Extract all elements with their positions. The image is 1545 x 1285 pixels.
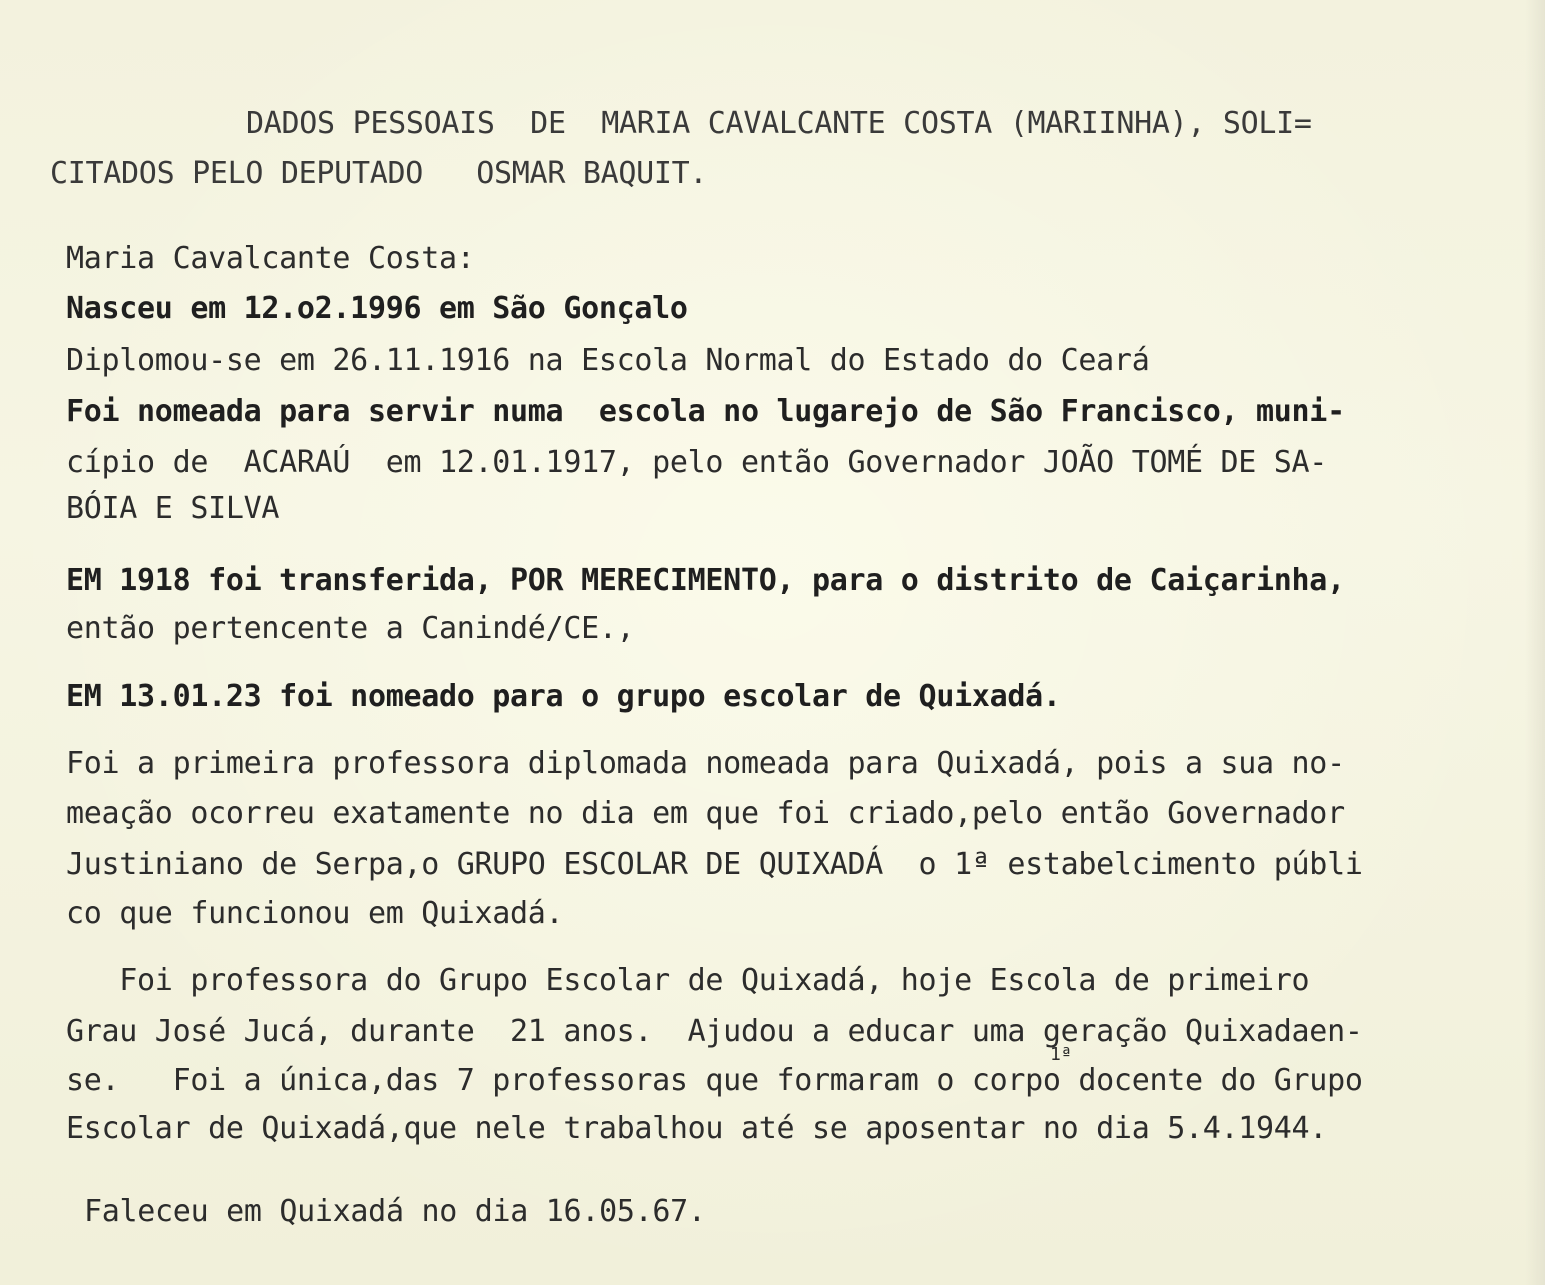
career-line-3: se. Foi a única,das 7 professoras que formaram o corpo docente do Grupo	[66, 1063, 1363, 1098]
first-teacher-line-3: Justiniano de Serpa,o GRUPO ESCOLAR DE QUIXADÁ o 1ª estabelcimento públi	[66, 847, 1363, 882]
death-line: Faleceu em Quixadá no dia 16.05.67.	[84, 1194, 706, 1229]
heading-line-1: DADOS PESSOAIS DE MARIA CAVALCANTE COSTA (MARIINHA), SOLI=	[246, 106, 1312, 141]
first-teacher-line-4: co que funcionou em Quixadá.	[66, 896, 564, 931]
transfer-line-2: então pertencente a Canindé/CE.,	[66, 611, 635, 646]
transfer-line-1: EM 1918 foi transferida, POR MERECIMENTO, para o distrito de Caiçarinha,	[66, 563, 1345, 598]
birth-line: Nasceu em 12.o2.1996 em São Gonçalo	[66, 291, 688, 326]
appointment-line-3: BÓIA E SILVA	[66, 491, 280, 526]
first-teacher-line-2: meação ocorreu exatamente no dia em que foi criado,pelo então Governador	[66, 796, 1345, 831]
group-appointment-line: EM 13.01.23 foi nomeado para o grupo escolar de Quixadá.	[66, 679, 1061, 714]
career-line-1: Foi professora do Grupo Escolar de Quixadá, hoje Escola de primeiro	[66, 963, 1310, 998]
superscript-note: 1ª	[1050, 1044, 1072, 1065]
heading-line-2: CITADOS PELO DEPUTADO OSMAR BAQUIT.	[50, 156, 708, 191]
career-line-4: Escolar de Quixadá,que nele trabalhou até se aposentar no dia 5.4.1944.	[66, 1111, 1328, 1146]
appointment-line-1: Foi nomeada para servir numa escola no lugarejo de São Francisco, muni-	[66, 394, 1345, 429]
career-line-2: Grau José Jucá, durante 21 anos. Ajudou a educar uma geração Quixadaen-	[66, 1014, 1363, 1049]
appointment-line-2: cípio de ACARAÚ em 12.01.1917, pelo então Governador JOÃO TOMÉ DE SA-	[66, 445, 1328, 480]
name-line: Maria Cavalcante Costa:	[66, 241, 475, 276]
diploma-line: Diplomou-se em 26.11.1916 na Escola Normal do Estado do Ceará	[66, 343, 1150, 378]
first-teacher-line-1: Foi a primeira professora diplomada nomeada para Quixadá, pois a sua no-	[66, 746, 1345, 781]
